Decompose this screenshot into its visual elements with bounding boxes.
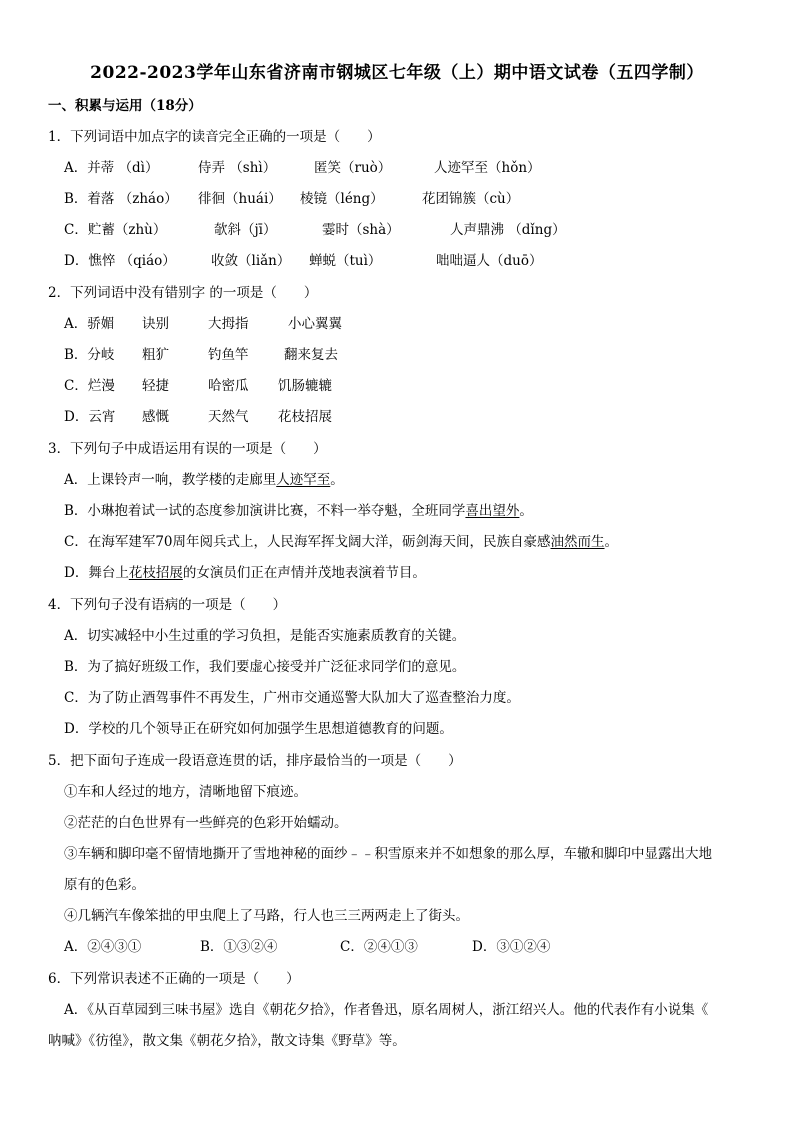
answer-option: A．②④③①: [64, 939, 142, 955]
section-heading: 一、积累与运用（18分）: [48, 98, 202, 114]
option-term: 欹斜（jī）: [214, 222, 277, 238]
question-1-option-d: [64, 251, 542, 271]
page-title: 2022-2023学年山东省济南市钢城区七年级（上）期中语文试卷（五四学制）: [90, 63, 704, 83]
question-4-stem: 4．下列句子没有语病的一项是（ ）: [48, 597, 287, 613]
option-term: C．烂漫: [64, 378, 115, 394]
option-text: B．小琳抱着试一试的态度参加演讲比赛，不料一举夺魁，全班同学: [64, 503, 466, 519]
option-term: 花枝招展: [278, 409, 332, 425]
question-3-option-a: [64, 470, 344, 490]
question-3-option-c: [64, 532, 618, 552]
question-4-option-d: D．学校的几个领导正在研究如何加强学生思想道德教育的问题。: [64, 721, 453, 737]
option-term: A．骄媚: [64, 316, 115, 332]
question-5-sentence-3-continued: 原有的色彩。: [64, 877, 145, 893]
question-1-option-a: [64, 158, 541, 178]
option-term: 天然气: [208, 409, 249, 425]
question-2-option-a: [64, 314, 342, 334]
question-3-option-b: [64, 501, 533, 521]
option-term: 徘徊（huái）: [198, 191, 282, 207]
option-term: 花团锦簇（cù）: [422, 191, 520, 207]
option-term: 哈密瓜: [208, 378, 249, 394]
question-1-option-b: [64, 189, 519, 209]
option-term: 蝉蜕（tuì）: [309, 253, 382, 269]
answer-option: B．①③②④: [200, 939, 278, 955]
option-term: 钓鱼竿: [208, 347, 249, 363]
option-term: 咄咄逼人（duō）: [436, 253, 543, 269]
option-term: 翻来复去: [284, 347, 338, 363]
underlined-idiom: 人迹罕至: [276, 472, 331, 488]
option-text: 。: [604, 534, 619, 550]
question-2-stem: 2．下列词语中没有错别字 的一项是（ ）: [48, 285, 318, 301]
question-5-sentence-4: ④几辆汽车像笨拙的甲虫爬上了马路，行人也三三两两走上了街头。: [64, 908, 469, 924]
option-text: A．上课铃声一响，教学楼的走廊里: [64, 472, 277, 488]
question-5-sentence-1: ①车和人经过的地方，清晰地留下痕迹。: [64, 784, 307, 800]
option-text: D．舞台上: [64, 565, 129, 581]
option-term: D．云宵: [64, 409, 116, 425]
option-text: 。: [330, 472, 344, 488]
option-term: B．着落 （zháo）: [64, 191, 178, 207]
question-6-stem: 6．下列常识表述不正确的一项是（ ）: [48, 971, 300, 987]
option-term: B．分岐: [64, 347, 115, 363]
option-term: 饥肠辘辘: [278, 378, 332, 394]
question-2-option-d: [64, 407, 332, 427]
option-term: A．并蒂 （dì）: [64, 160, 159, 176]
option-term: D．憔悴 （qiáo）: [64, 253, 176, 269]
option-term: 匿笑（ruò）: [314, 160, 392, 176]
option-term: 小心翼翼: [288, 316, 342, 332]
underlined-idiom: 喜出望外: [465, 503, 520, 519]
option-text: C．在海军建军70周年阅兵式上，人民海军挥戈阔大洋，砺剑海天间，民族自豪感: [64, 534, 551, 550]
option-term: 侍弄 （shì）: [198, 160, 277, 176]
question-1-option-c: [64, 220, 566, 240]
option-term: 人声鼎沸 （dǐng）: [450, 222, 566, 238]
option-term: 感慨: [142, 409, 169, 425]
underlined-idiom: 花枝招展: [128, 565, 183, 581]
question-3-option-d: [64, 563, 426, 583]
option-term: 人迹罕至（hǒn）: [434, 160, 541, 176]
question-3-stem: 3．下列句子中成语运用有误的一项是（ ）: [48, 441, 327, 457]
question-5-options: [64, 937, 550, 957]
question-2-option-b: [64, 345, 338, 365]
question-5-sentence-3: ③车辆和脚印毫不留情地撕开了雪地神秘的面纱﹣﹣积雪原来并不如想象的那么厚，车辙和脚印中显露出大地: [64, 846, 712, 862]
question-6-option-a-continued: 呐喊》《彷徨》，散文集《朝花夕拾》，散文诗集《野草》等。: [48, 1033, 406, 1049]
option-text: 。: [519, 503, 533, 519]
option-term: 诀别: [142, 316, 169, 332]
question-5-sentence-2: ②茫茫的白色世界有一些鲜亮的色彩开始蠕动。: [64, 815, 348, 831]
question-4-option-c: C．为了防止酒驾事件不再发生，广州市交通巡警大队加大了巡查整治力度。: [64, 690, 520, 706]
answer-option: D．③①②④: [472, 939, 551, 955]
option-term: 收敛（liǎn）: [211, 253, 291, 269]
question-4-option-a: A．切实减轻中小生过重的学习负担，是能否实施素质教育的关键。: [64, 628, 466, 644]
option-term: C．贮蓄（zhù）: [64, 222, 167, 238]
question-4-option-b: B．为了搞好班级工作，我们要虚心接受并广泛征求同学们的意见。: [64, 659, 466, 675]
question-1-stem: 1．下列词语中加点字的读音完全正确的一项是（ ）: [48, 129, 381, 145]
underlined-idiom: 油然而生: [550, 534, 605, 550]
question-2-option-c: [64, 376, 332, 396]
question-6-option-a: A．《从百草园到三味书屋》选自《朝花夕拾》，作者鲁迅，原名周树人，浙江绍兴人。他的代表作有小说集《: [64, 1002, 709, 1018]
option-term: 粗犷: [142, 347, 169, 363]
option-term: 大拇指: [208, 316, 249, 332]
option-term: 霎时（shà）: [322, 222, 400, 238]
answer-option: C．②④①③: [340, 939, 418, 955]
option-text: 的女演员们正在声情并茂地表演着节目。: [182, 565, 426, 581]
option-term: 棱镜（léng）: [300, 191, 384, 207]
question-5-stem: 5．把下面句子连成一段语意连贯的话，排序最恰当的一项是（ ）: [48, 753, 462, 769]
option-term: 轻捷: [142, 378, 169, 394]
